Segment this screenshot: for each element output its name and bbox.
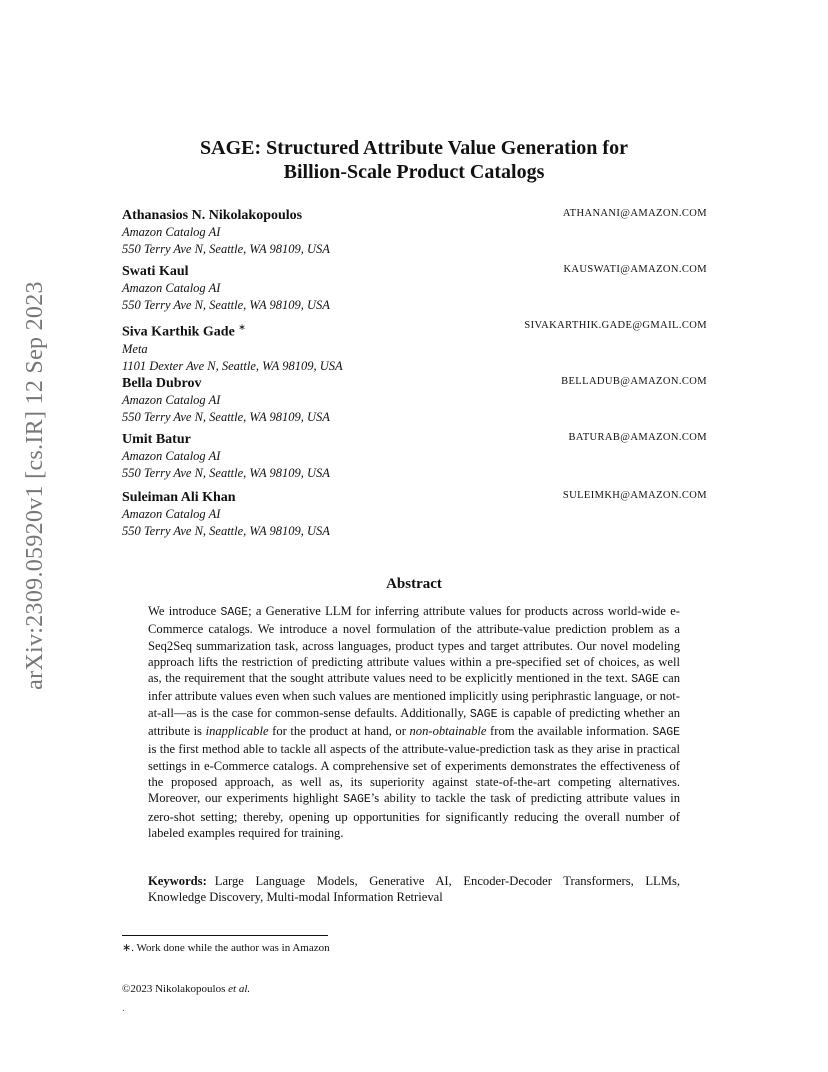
page-mark: .: [122, 1004, 125, 1014]
abstract-text: is the first method able to tackle all aspects of the attribute-value-prediction task as they arise in practical settings in e-Commerce catalogs. A comprehensive set of experiments demonstrates the effectiveness of the proposed approach, as well as, its superiority against state-of-the-art competing alternatives. Moreover, our experiments highlight: [148, 742, 680, 806]
author-email[interactable]: BATURAB@AMAZON.COM: [568, 432, 707, 443]
emphasis-non-obtainable: non-obtainable: [409, 724, 487, 739]
author-block: [122, 263, 707, 314]
title-line-1: SAGE: Structured Attribute Value Generation for: [200, 137, 628, 159]
author-block: [122, 375, 707, 426]
copyright-etal: et al.: [228, 983, 251, 995]
paper-title: [0, 136, 828, 184]
arxiv-identifier: arXiv:2309.05920v1 [cs.IR] 12 Sep 2023: [21, 280, 48, 690]
author-name-text: Swati Kaul: [122, 264, 189, 279]
author-block: [122, 489, 707, 540]
keywords-text: Large Language Models, Generative AI, Encoder-Decoder Transformers, LLMs, Knowledge Discovery, Multi-modal Information Retrieval: [148, 874, 680, 905]
copyright-text: ©2023 Nikolakopoulos: [122, 983, 229, 995]
author-affiliation: Amazon Catalog AI: [122, 507, 221, 521]
abstract-text: We introduce: [148, 604, 221, 618]
abstract-text: can infer attribute values even when such values are mentioned implicitly using periphrastic language, or not-at-all—as is the case for common-sense defaults. Additionally,: [148, 671, 680, 720]
emphasis-inapplicable: inapplicable: [205, 724, 269, 739]
abstract-text: from the available information.: [486, 724, 653, 739]
author-name-text: Umit Batur: [122, 432, 191, 447]
author-block: [122, 431, 707, 482]
author-affiliation: Amazon Catalog AI: [122, 393, 221, 407]
author-affiliation: Amazon Catalog AI: [122, 449, 221, 463]
abstract-text: ; a Generative LLM for inferring attribute values for products across world-wide e-Commerce catalogs. We introduce a novel formulation of the attribute-value prediction problem as a Seq2Seq summarization task, across languages, product types and target attributes. Our novel modeling approach lifts the restriction of predicting attribute values within a pre-specified set of choices, as well as, the requirement that the sought attribute values need to be explicitly mentioned in the text.: [148, 604, 680, 686]
method-name: SAGE: [631, 673, 659, 687]
abstract-text: for the product at hand, or: [268, 724, 410, 739]
method-name: SAGE: [343, 793, 371, 807]
author-email[interactable]: BELLADUB@AMAZON.COM: [561, 376, 707, 387]
author-affiliation: Amazon Catalog AI: [122, 225, 221, 239]
method-name: SAGE: [220, 606, 249, 619]
author-address: 550 Terry Ave N, Seattle, WA 98109, USA: [122, 524, 330, 538]
author-address: 550 Terry Ave N, Seattle, WA 98109, USA: [122, 410, 330, 424]
author-email[interactable]: SIVAKARTHIK.GADE@GMAIL.COM: [524, 320, 707, 331]
author-address: 550 Terry Ave N, Seattle, WA 98109, USA: [122, 466, 330, 480]
author-block: [122, 207, 707, 258]
author-address: 1101 Dexter Ave N, Seattle, WA 98109, USA: [122, 358, 343, 373]
author-address: 550 Terry Ave N, Seattle, WA 98109, USA: [122, 298, 330, 312]
abstract-heading: Abstract: [386, 576, 442, 592]
title-line-2: Billion-Scale Product Catalogs: [283, 161, 545, 183]
author-affiliation: Amazon Catalog AI: [122, 281, 221, 295]
author-address: 550 Terry Ave N, Seattle, WA 98109, USA: [122, 242, 330, 256]
arxiv-identifier-sidebar: [18, 280, 52, 690]
abstract-text: is capable of predicting whether an attribute is: [148, 705, 680, 739]
keywords-section: [148, 873, 680, 906]
copyright-notice: [122, 983, 250, 995]
footnote: ∗. Work done while the author was in Amazon: [122, 942, 330, 954]
method-name: SAGE: [652, 726, 680, 740]
author-block: [122, 319, 707, 375]
author-affiliation: Meta: [122, 341, 148, 356]
abstract-text: ’s ability to tackle the task of predicting attribute values in zero-shot setting; thereby, opening up opportunities for significantly reducing the overall number of labeled examples required for training.: [148, 791, 680, 840]
footnote-marker[interactable]: ∗: [238, 322, 246, 332]
author-email[interactable]: SULEIMKH@AMAZON.COM: [562, 490, 707, 501]
author-email[interactable]: ATHANANI@AMAZON.COM: [562, 208, 707, 219]
author-name-text: Bella Dubrov: [122, 376, 202, 391]
footnote-divider: [122, 935, 328, 936]
author-name-text: Athanasios N. Nikolakopoulos: [122, 208, 303, 223]
abstract-body: [148, 603, 680, 841]
keywords-label: Keywords:: [148, 874, 207, 888]
author-name-text: Suleiman Ali Khan: [122, 490, 236, 505]
method-name: SAGE: [469, 707, 498, 721]
author-name-text: Siva Karthik Gade: [122, 324, 235, 340]
author-email[interactable]: KAUSWATI@AMAZON.COM: [563, 264, 707, 275]
